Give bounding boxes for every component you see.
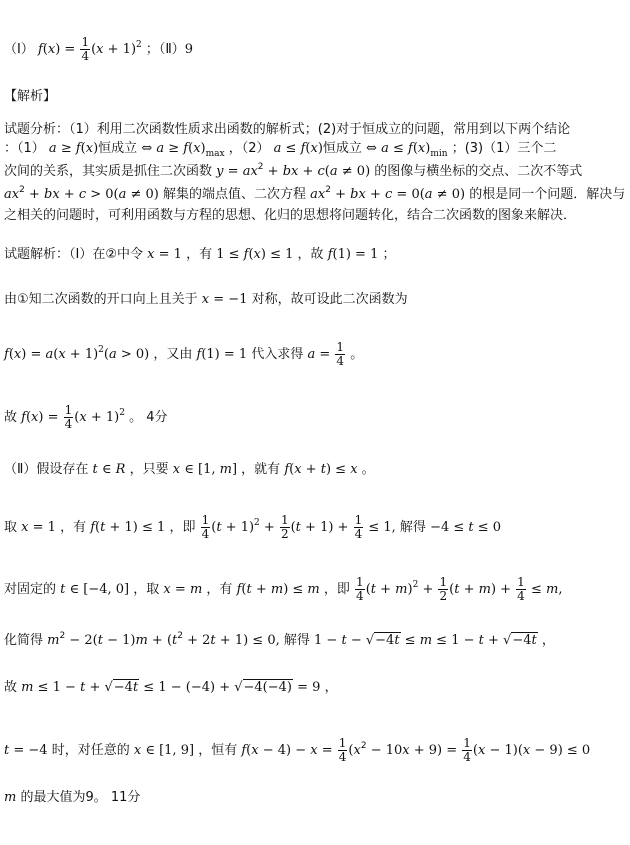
solution-line-6: 取 x = 1 ，有 f(t + 1) ≤ 1 ，即 $\frac{1}{4}$ $(t + 1)^2$ + $\frac{1}{2}$ (t + 1) + $\frac{1}{4}$ ≤ 1, 解得 −4 ≤ t ≤ 0 bbox=[4, 513, 502, 541]
solution-line-7: 对固定的 t ∈ [−4, 0] ，取 x = m ，有 f(t + m) ≤ m ，即 $\frac{1}{4}$ $(t + m)^2$ + $\frac{1}{2}$ (t + m) + $\frac{1}{4}$ ≤ m, bbox=[4, 575, 563, 603]
solution-line-9: 故 m ≤ 1 − t + √−4t ≤ 1 − (−4) + √−4(−4) = 9 ， bbox=[4, 680, 338, 695]
answer-part1-formula: f bbox=[37, 42, 43, 57]
solution-line-3: $f(x) = a(x + 1)^2(a > 0)$ ，又由 f(1) = 1 代入求得 a = $\frac{1}{4}$ 。 bbox=[4, 340, 364, 368]
section-title: 【解析】 bbox=[4, 89, 57, 104]
solution-line-1: 试题解析：（Ⅰ）在②中令 x = 1 ，有 1 ≤ f(x) ≤ 1 ，故 f(1) = 1 ； bbox=[4, 247, 396, 262]
answer-separator: ；（Ⅱ） bbox=[145, 42, 185, 57]
answer-line: （Ⅰ） f(x) = $\frac{1}{4}$ $(x + 1)^2$ ；（Ⅱ）9 bbox=[4, 35, 194, 63]
analysis-line-5: 之相关的问题时，可利用函数与方程的思想、化归的思想将问题转化，结合二次函数的图象来解决． bbox=[4, 208, 577, 223]
analysis-line-3: 次间的关系，其实质是抓住二次函数 $y = ax^2$ + bx + c(a ≠ 0) 的图像与横坐标的交点、二次不等式 bbox=[4, 162, 583, 179]
solution-line-4: 故 f(x) = $\frac{1}{4}$ $(x + 1)^2$ 。 4分 bbox=[4, 403, 168, 431]
solution-line-8: 化简得 $m^2 - 2(t - 1)m + (t^2 + 2t + 1) \le 0$, 解得 1 − t − √−4t ≤ m ≤ 1 − t + √−4t ， bbox=[4, 631, 555, 648]
analysis-line-1: 试题分析：（1）利用二次函数性质求出函数的解析式；(2)对于恒成立的问题，常用到以下两个结论 bbox=[4, 122, 571, 137]
analysis-line-2: ：（1） a ≥ f(x)恒成立 ⇔ $a \ge f(x)_{max}$ ，（2） a ≤ f(x)恒成立 ⇔ $a \le f(x)_{min}$ ；(3)（1）三个二 bbox=[4, 141, 557, 159]
analysis-line-4: $ax^2$ + bx + c > 0(a ≠ 0) 解集的端点值、二次方程 $ax^2$ + bx + c = 0(a ≠ 0) 的根是同一个问题．解决与 bbox=[4, 185, 626, 202]
solution-line-11: m 的最大值为9。 11分 bbox=[4, 790, 141, 805]
answer-part2-value: 9 bbox=[184, 42, 194, 57]
solution-line-5: （Ⅱ）假设存在 t ∈ R ，只要 x ∈ [1, m] ，就有 f(x + t) ≤ x 。 bbox=[4, 462, 375, 477]
solution-line-2: 由①知二次函数的开口向上且关于 x = −1 对称，故可设此二次函数为 bbox=[4, 292, 408, 307]
answer-part1-label: （Ⅰ） bbox=[4, 42, 34, 57]
solution-line-10: t = −4 时，对任意的 x ∈ [1, 9] ，恒有 f(x − 4) − x = $\frac{1}{4}$ $(x^2 - 10x + 9)$ = $\frac{1}{4}$ (x − 1)(x − 9) ≤ 0 bbox=[4, 736, 591, 764]
